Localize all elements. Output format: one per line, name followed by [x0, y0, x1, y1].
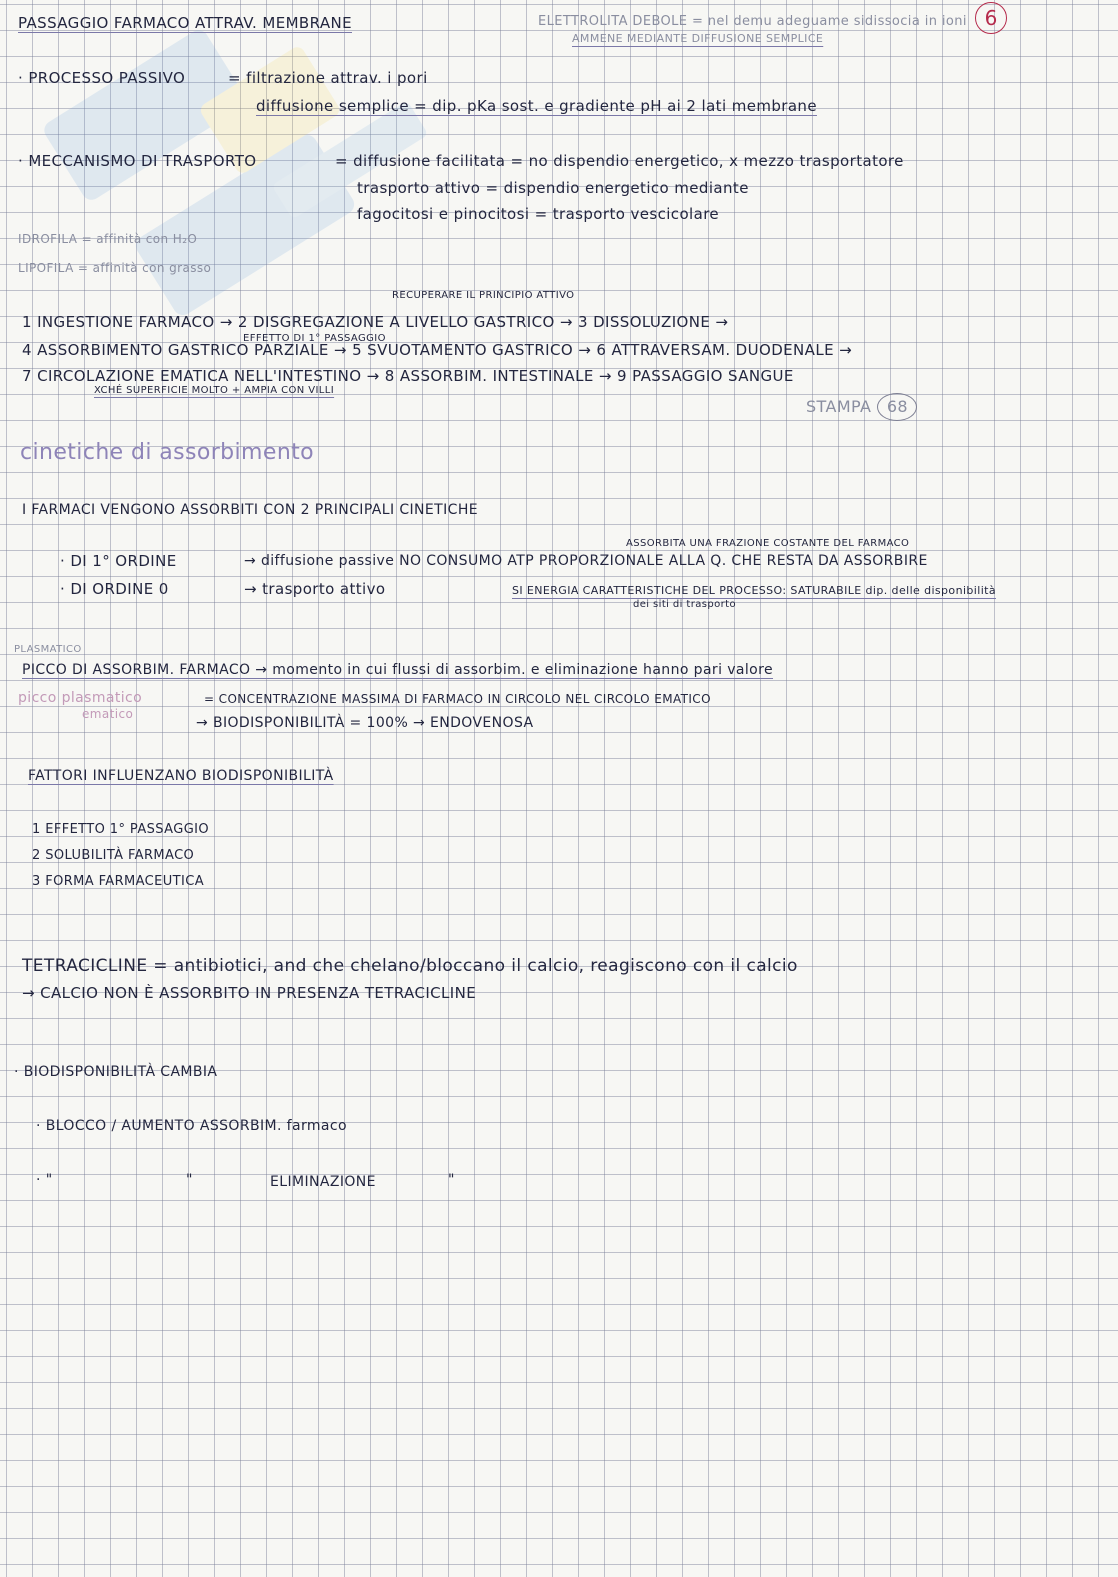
zero-order-text: → trasporto attivo	[244, 580, 386, 598]
peak-label: picco plasmatico	[18, 690, 143, 706]
steps-line-2: 4 ASSORBIMENTO GASTRICO PARZIALE → 5 SVUOTAMENTO GASTRICO → 6 ATTRAVERSAM. DUODENALE →	[22, 341, 853, 359]
zero-order-note: SI ENERGIA CARATTERISTICHE DEL PROCESSO: SATURABILE dip. delle disponibilità	[512, 584, 996, 597]
peak-line-3: → BIODISPONIBILITÀ = 100% → ENDOVENOSA	[196, 715, 534, 731]
factor-item-1: 1 EFFETTO 1° PASSAGGIO	[32, 822, 210, 837]
plasmatico-note: PLASMATICO	[14, 644, 82, 655]
bioavailability-heading: · BIODISPONIBILITÀ CAMBIA	[14, 1064, 218, 1080]
steps-line-3: 7 CIRCOLAZIONE EMATICA NELL'INTESTINO → 8 ASSORBIM. INTESTINALE → 9 PASSAGGIO SANGUE	[22, 367, 794, 385]
steps-note-bottom: XCHÉ SUPERFICIE MOLTO + AMPIA CON VILLI	[94, 385, 335, 396]
transport-line-3: fagocitosi e pinocitosi = trasporto vescicolare	[357, 205, 720, 223]
page-number: 6	[975, 2, 1007, 34]
header-note-2: AMMENE MEDIANTE DIFFUSIONE SEMPLICE	[572, 32, 824, 45]
stamp-number: 68	[877, 393, 917, 421]
steps-note-top: RECUPERARE IL PRINCIPIO ATTIVO	[392, 290, 575, 301]
bioavailability-item-2-end: "	[448, 1172, 455, 1188]
lipofila-note: LIPOFILA = affinità con grasso	[18, 261, 212, 275]
factor-item-3: 3 FORMA FARMACEUTICA	[32, 874, 205, 889]
first-order-text: → diffusione passive NO CONSUMO ATP PROPORZIONALE ALLA Q. CHE RESTA DA ASSORBIRE	[244, 553, 928, 569]
kinetics-intro: I FARMACI VENGONO ASSORBITI CON 2 PRINCIPALI CINETICHE	[22, 502, 478, 518]
passive-process-line-2: diffusione semplice = dip. pKa sost. e gradiente pH ai 2 lati membrane	[256, 97, 817, 115]
header-note-1: ELETTROLITA DEBOLE = nel demu adeguame sidissocia in ioni	[538, 14, 967, 29]
bioavailability-item-2-text: ELIMINAZIONE	[270, 1174, 376, 1190]
page-title: PASSAGGIO FARMACO ATTRAV. MEMBRANE	[18, 14, 352, 32]
passive-process-label: · PROCESSO PASSIVO	[18, 69, 186, 87]
tetracycline-line-2: → CALCIO NON È ASSORBITO IN PRESENZA TETRACICLINE	[22, 984, 477, 1002]
first-order-label: · DI 1° ORDINE	[60, 552, 177, 570]
zero-order-note-2: dei siti di trasporto	[633, 599, 737, 610]
transport-line-1: = diffusione facilitata = no dispendio energetico, x mezzo trasportatore	[335, 152, 904, 170]
stamp-reference	[806, 393, 917, 421]
factor-item-2: 2 SOLUBILITÀ FARMACO	[32, 848, 195, 863]
peak-line-1: PICCO DI ASSORBIM. FARMACO → momento in cui flussi di assorbim. e eliminazione hanno pari valore	[22, 662, 774, 678]
zero-order-label: · DI ORDINE 0	[60, 580, 169, 598]
peak-line-2: = CONCENTRAZIONE MASSIMA DI FARMACO IN CIRCOLO NEL CIRCOLO EMATICO	[204, 692, 711, 706]
bioavailability-item-2-dots: · "	[36, 1172, 53, 1188]
kinetics-note-above: ASSORBITA UNA FRAZIONE COSTANTE DEL FARMACO	[626, 538, 910, 549]
factors-heading: FATTORI INFLUENZANO BIODISPONIBILITÀ	[28, 768, 334, 784]
transport-line-2: trasporto attivo = dispendio energetico mediante	[357, 179, 749, 197]
transport-label: · MECCANISMO DI TRASPORTO	[18, 152, 257, 170]
steps-line-1: 1 INGESTIONE FARMACO → 2 DISGREGAZIONE A LIVELLO GASTRICO → 3 DISSOLUZIONE →	[22, 313, 729, 331]
idrofila-note: IDROFILA = affinità con H₂O	[18, 232, 198, 246]
bioavailability-item-2-quote: "	[186, 1172, 193, 1188]
tetracycline-line-1: TETRACICLINE = antibiotici, and che chelano/bloccano il calcio, reagiscono con il calcio	[22, 956, 798, 976]
bioavailability-item-1: · BLOCCO / AUMENTO ASSORBIM. farmaco	[36, 1118, 347, 1134]
passive-process-line-1: = filtrazione attrav. i pori	[228, 69, 428, 87]
kinetics-heading: cinetiche di assorbimento	[20, 440, 315, 465]
peak-label-sub: ematico	[82, 707, 134, 721]
steps-note-mid: EFFETTO DI 1° PASSAGGIO	[243, 333, 386, 344]
stamp-label: STAMPA	[806, 397, 872, 416]
